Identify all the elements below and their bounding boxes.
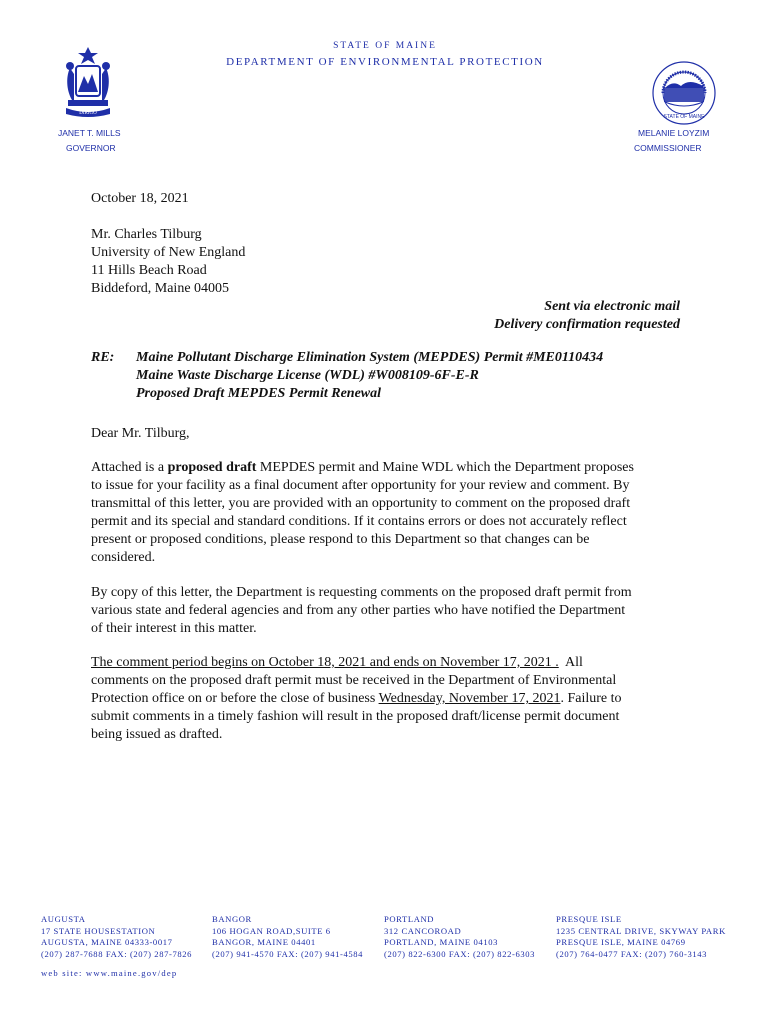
p3-line: submit comments in a timely fashion will result in the proposed draft/license permit document <box>91 709 620 724</box>
website-link[interactable]: web site: www.maine.gov/dep <box>41 968 178 978</box>
p1-bold-text: proposed draft <box>167 460 257 475</box>
commissioner-title: COMMISSIONER <box>634 143 702 153</box>
p1-line: considered. <box>91 550 156 565</box>
p3-text: Protection office on or before the close of business <box>91 691 379 706</box>
commissioner-name: MELANIE LOYZIM <box>638 128 710 138</box>
subject-lines <box>136 349 603 403</box>
governor-title: GOVERNOR <box>66 143 116 153</box>
office-city: BANGOR <box>212 914 252 924</box>
office-town: BANGOR, MAINE 04401 <box>212 937 316 947</box>
office-portland <box>384 914 535 960</box>
office-bangor <box>212 914 363 960</box>
p2-line: By copy of this letter, the Department is requesting comments on the proposed draft permit from <box>91 585 632 600</box>
governor-name: JANET T. MILLS <box>58 128 121 138</box>
p3-line: comments on the proposed draft permit must be received in the Department of Environmental <box>91 673 617 688</box>
comment-period-text: The comment period begins on October 18, 2021 and ends on November 17, 2021 . <box>91 655 559 670</box>
p3-line: being issued as drafted. <box>91 727 223 742</box>
address-line: Biddeford, Maine 04005 <box>91 281 230 296</box>
p1-text: Attached is a <box>91 460 168 475</box>
office-street: 312 CANCOROAD <box>384 925 462 936</box>
p1-line: permit and its special and standard conditions. If it contains errors or does not accurately reflect <box>91 514 627 529</box>
office-city: PORTLAND <box>384 914 435 924</box>
office-street: 17 STATE HOUSESTATION <box>41 925 156 936</box>
delivery-notice <box>494 298 680 334</box>
office-town: PRESQUE ISLE, MAINE 04769 <box>556 937 686 947</box>
office-city: PRESQUE ISLE <box>556 914 622 924</box>
subject-line: Maine Pollutant Discharge Elimination System (MEPDES) Permit #ME0110434 <box>136 350 604 365</box>
deadline-date: Wednesday, November 17, 2021 <box>378 691 561 706</box>
department-heading: DEPARTMENT OF ENVIRONMENTAL PROTECTION <box>226 56 544 68</box>
paragraph-agency-comments <box>91 584 681 638</box>
office-phone: (207) 941-4570 FAX: (207) 941-4584 <box>212 948 364 959</box>
dep-seal-icon <box>651 60 717 126</box>
p3-text: All <box>558 655 583 670</box>
p2-line: of their interest in this matter. <box>91 621 257 636</box>
letter-date: October 18, 2021 <box>91 191 189 206</box>
seal-motto: DIRIGO <box>79 111 97 116</box>
paragraph-proposed-draft <box>91 459 681 567</box>
office-city: AUGUSTA <box>41 914 86 924</box>
address-line: 11 Hills Beach Road <box>91 263 207 278</box>
p3-text: . Failure to <box>560 691 622 706</box>
subject-line: Proposed Draft MEPDES Permit Renewal <box>136 386 382 401</box>
office-town: PORTLAND, MAINE 04103 <box>384 937 499 947</box>
maine-seal-icon <box>60 44 116 120</box>
address-line: Mr. Charles Tilburg <box>91 227 202 242</box>
subject-line: Maine Waste Discharge License (WDL) #W008109-6F-E-R <box>136 368 479 383</box>
dep-seal-logo <box>651 60 717 126</box>
re-label: RE: <box>91 350 115 365</box>
office-presque-isle <box>556 914 726 960</box>
p1-line: present or proposed conditions, please respond to this Department so that changes can be <box>91 532 590 547</box>
delivery-confirmation-note: Delivery confirmation requested <box>494 317 680 332</box>
office-town: AUGUSTA, MAINE 04333-0017 <box>41 937 173 947</box>
office-augusta <box>41 914 192 960</box>
p1-line: to issue for your facility as a final document after opportunity for your review and comment. By <box>91 478 630 493</box>
office-phone: (207) 764-0477 FAX: (207) 760-3143 <box>556 948 708 959</box>
paragraph-comment-period <box>91 654 681 744</box>
state-heading: STATE OF MAINE <box>333 41 437 51</box>
office-phone: (207) 822-6300 FAX: (207) 822-6303 <box>384 948 536 959</box>
state-seal-logo <box>60 44 116 120</box>
p2-line: various state and federal agencies and from any other parties who have notified the Department <box>91 603 626 618</box>
office-street: 106 HOGAN ROAD,SUITE 6 <box>212 925 331 936</box>
p1-text: MEPDES permit and Maine WDL which the Department proposes <box>256 460 634 475</box>
p1-line: transmittal of this letter, you are provided with an opportunity to comment on the proposed draft <box>91 496 631 511</box>
sent-via-note: Sent via electronic mail <box>544 299 680 314</box>
address-line: University of New England <box>91 245 246 260</box>
office-street: 1235 CENTRAL DRIVE, SKYWAY PARK <box>556 925 726 936</box>
office-phone: (207) 287-7688 FAX: (207) 287-7826 <box>41 948 193 959</box>
recipient-address <box>91 226 245 298</box>
salutation: Dear Mr. Tilburg, <box>91 426 190 441</box>
dep-seal-caption: STATE OF MAINE <box>663 114 705 120</box>
